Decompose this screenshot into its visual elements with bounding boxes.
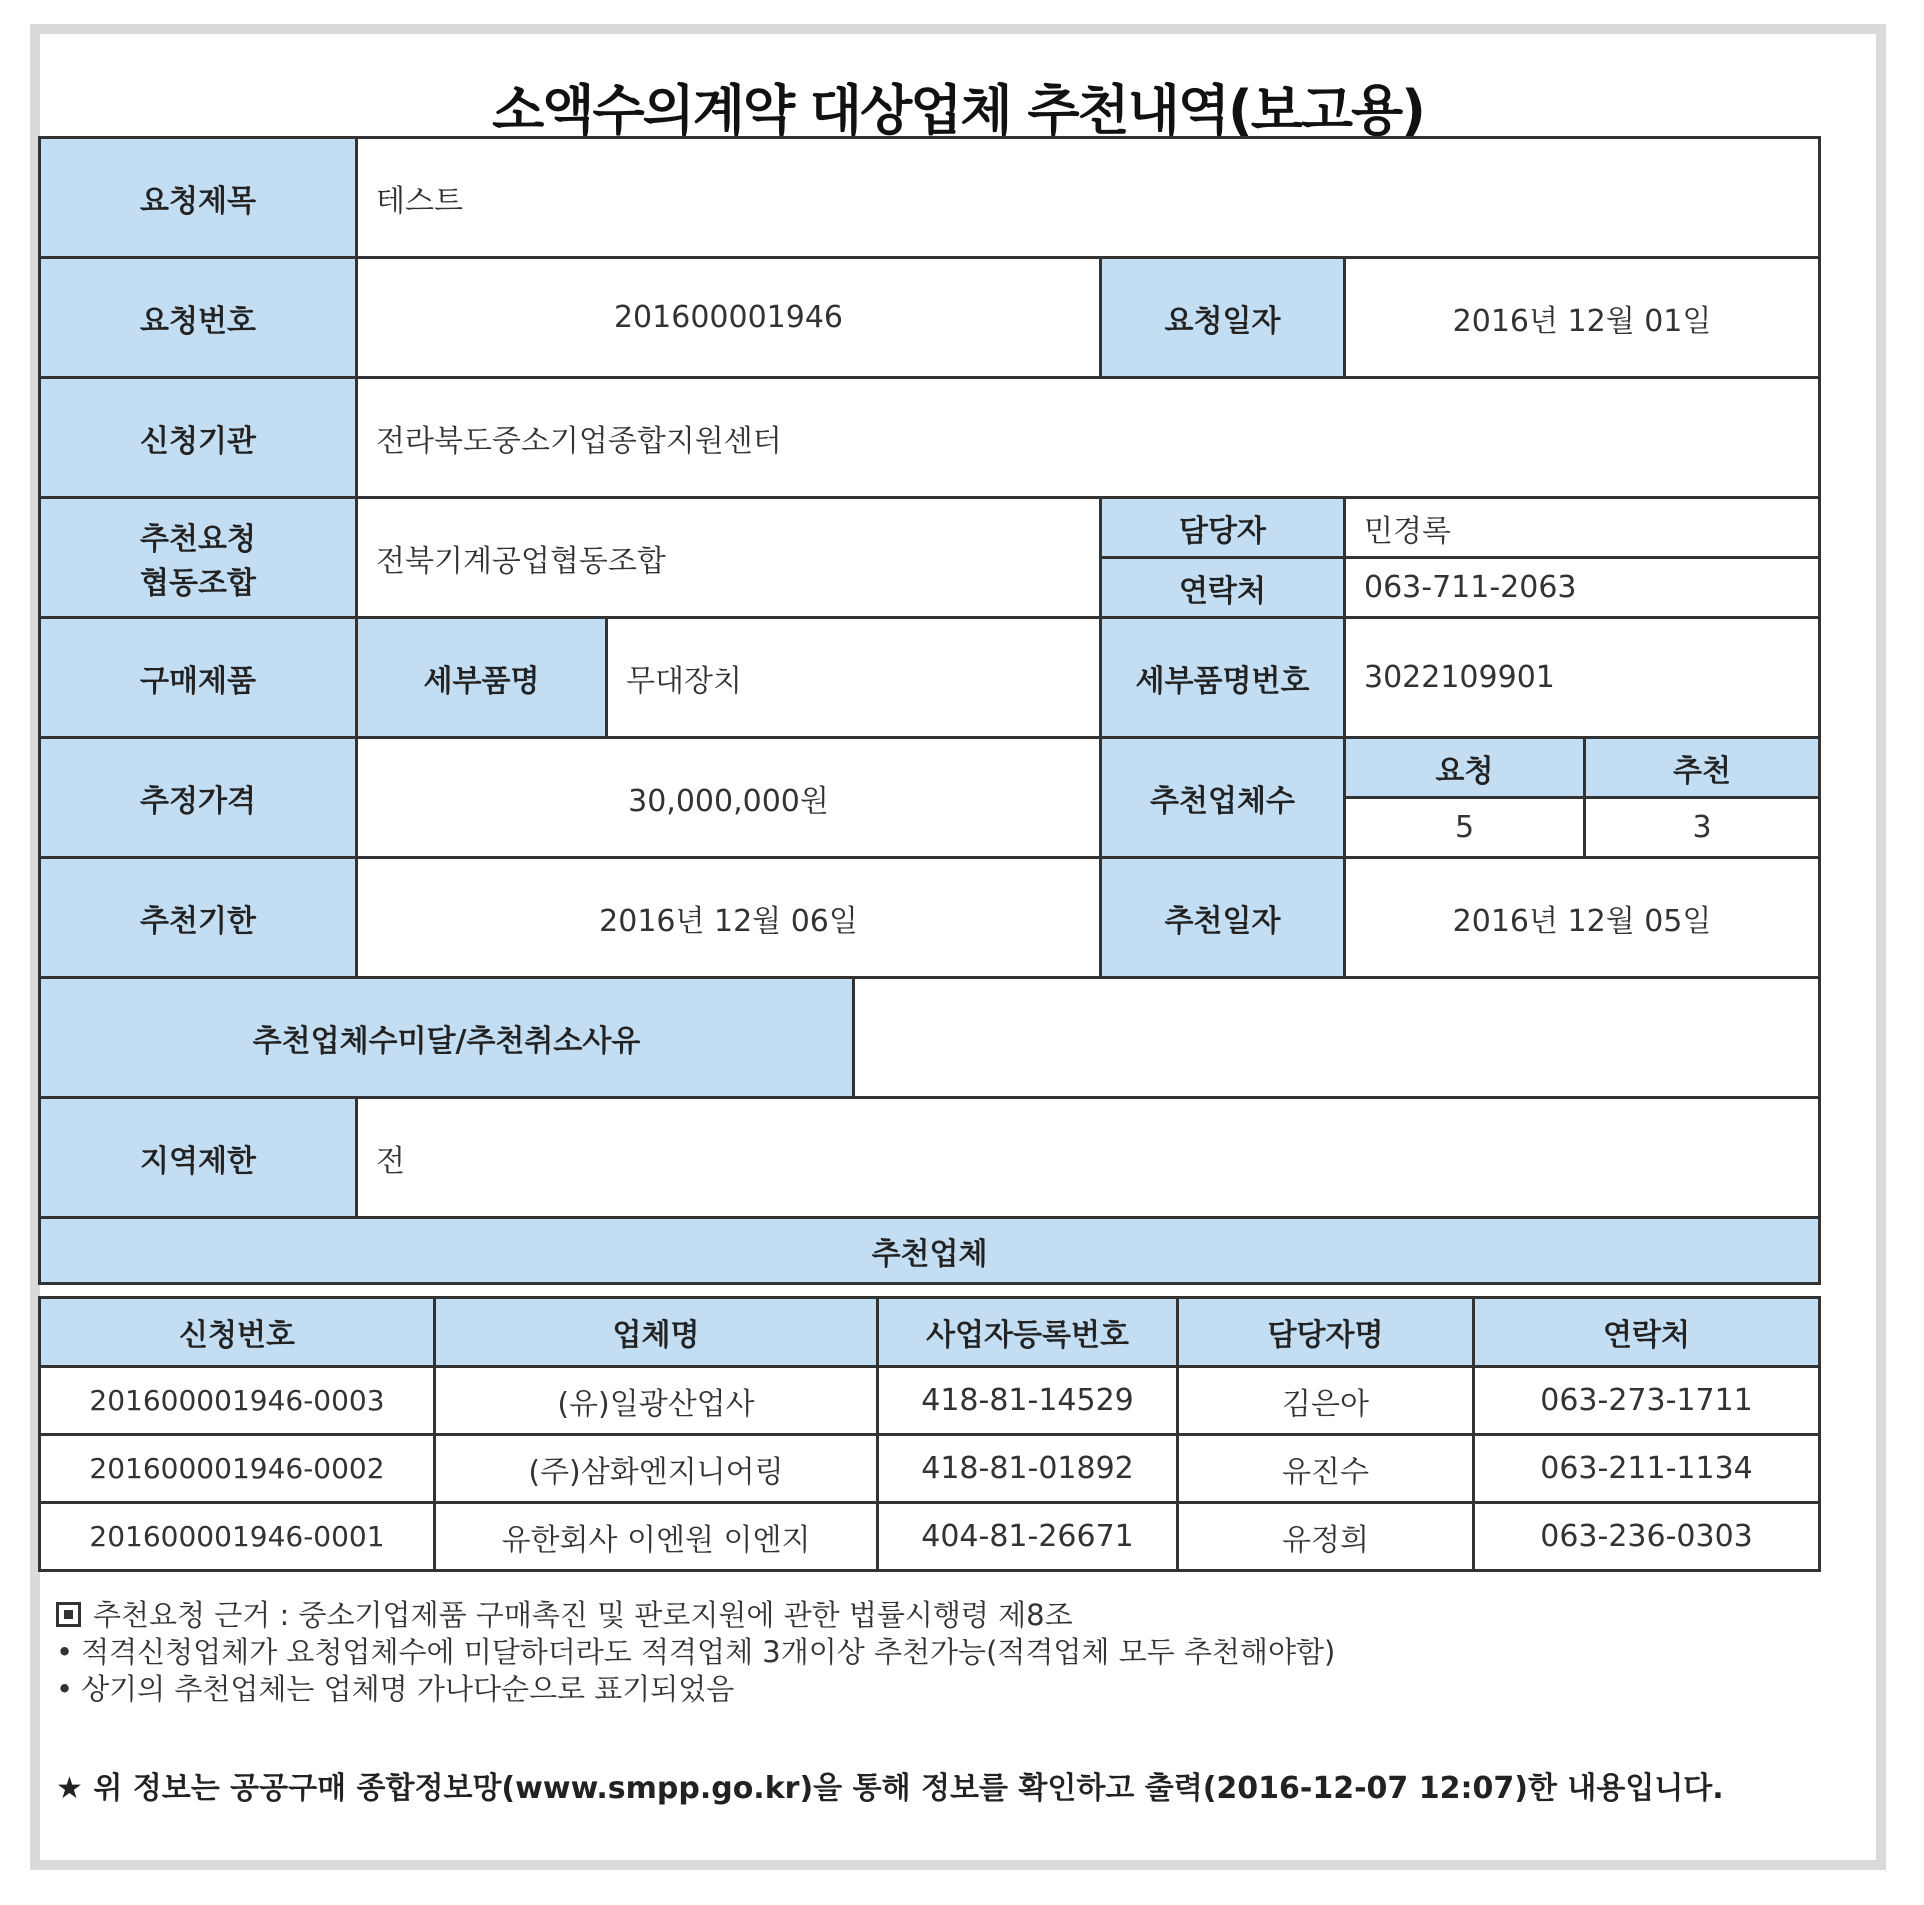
cell-business-reg-no: 418-81-14529 bbox=[878, 1367, 1178, 1435]
cell-manager-name: 유진수 bbox=[1178, 1435, 1474, 1503]
row-request-no bbox=[40, 258, 1820, 378]
recommend-date-value: 2016년 12월 05일 bbox=[1345, 858, 1820, 978]
agency-value: 전라북도중소기업종합지원센터 bbox=[357, 378, 1820, 498]
row-region bbox=[40, 1098, 1820, 1218]
price-value: 30,000,000원 bbox=[357, 738, 1101, 858]
manager-value: 민경록 bbox=[1345, 498, 1820, 558]
request-date-value: 2016년 12월 01일 bbox=[1345, 258, 1820, 378]
union-label-line-1: 추천요청 bbox=[140, 521, 256, 557]
price-label: 추정가격 bbox=[40, 738, 357, 858]
table-row bbox=[40, 1435, 1820, 1503]
detail-no-value: 3022109901 bbox=[1345, 618, 1820, 738]
union-value: 전북기계공업협동조합 bbox=[357, 498, 1101, 618]
row-agency bbox=[40, 378, 1820, 498]
note-bullet-1-text: 적격신청업체가 요청업체수에 미달하더라도 적격업체 3개이상 추천가능(적격업체 모두 추천해야함) bbox=[81, 1635, 1336, 1669]
row-union-manager bbox=[40, 498, 1820, 558]
notes-section bbox=[56, 1597, 1816, 1708]
note-bullet-2 bbox=[56, 1671, 1816, 1708]
cell-contact: 063-273-1711 bbox=[1474, 1367, 1820, 1435]
reason-value bbox=[854, 978, 1820, 1098]
row-price bbox=[40, 738, 1820, 798]
region-label: 지역제한 bbox=[40, 1098, 357, 1218]
cell-manager-name: 유정희 bbox=[1178, 1503, 1474, 1571]
table-row bbox=[40, 1503, 1820, 1571]
col-header-business-reg-no: 사업자등록번호 bbox=[878, 1298, 1178, 1367]
companies-header-row bbox=[40, 1298, 1820, 1367]
row-request-title bbox=[40, 138, 1820, 258]
deadline-label: 추천기한 bbox=[40, 858, 357, 978]
contact-value: 063-711-2063 bbox=[1345, 558, 1820, 618]
note-bullet-1 bbox=[56, 1634, 1816, 1671]
table-row bbox=[40, 1367, 1820, 1435]
reason-label: 추천업체수미달/추천취소사유 bbox=[40, 978, 854, 1098]
agency-label: 신청기관 bbox=[40, 378, 357, 498]
detail-name-label: 세부품명 bbox=[357, 618, 607, 738]
row-reason bbox=[40, 978, 1820, 1098]
square-dot-icon bbox=[56, 1602, 81, 1627]
note-basis bbox=[56, 1597, 1816, 1634]
count-label: 추천업체수 bbox=[1101, 738, 1345, 858]
cell-contact: 063-211-1134 bbox=[1474, 1435, 1820, 1503]
cell-company-name: (주)삼화엔지니어링 bbox=[435, 1435, 878, 1503]
union-label bbox=[40, 498, 357, 618]
count-request-value: 5 bbox=[1345, 798, 1585, 858]
detail-no-label: 세부품명번호 bbox=[1101, 618, 1345, 738]
deadline-value: 2016년 12월 06일 bbox=[357, 858, 1101, 978]
count-recommend-label: 추천 bbox=[1585, 738, 1820, 798]
document-title: 소액수의계약 대상업체 추천내역(보고용) bbox=[492, 79, 1424, 142]
bullet-icon: • bbox=[56, 1635, 74, 1669]
footer-note bbox=[56, 1768, 1816, 1810]
manager-label: 담당자 bbox=[1101, 498, 1345, 558]
cell-application-no: 201600001946-0001 bbox=[40, 1503, 435, 1571]
region-value: 전 bbox=[357, 1098, 1820, 1218]
detail-name-value: 무대장치 bbox=[607, 618, 1101, 738]
star-icon: ★ bbox=[56, 1771, 83, 1806]
col-header-contact: 연락처 bbox=[1474, 1298, 1820, 1367]
cell-application-no: 201600001946-0002 bbox=[40, 1435, 435, 1503]
cell-company-name: (유)일광산업사 bbox=[435, 1367, 878, 1435]
product-label: 구매제품 bbox=[40, 618, 357, 738]
row-deadline bbox=[40, 858, 1820, 978]
note-bullet-2-text: 상기의 추천업체는 업체명 가나다순으로 표기되었음 bbox=[81, 1672, 735, 1706]
companies-table bbox=[38, 1296, 1821, 1572]
footer-text: 위 정보는 공공구매 종합정보망(www.smpp.go.kr)을 통해 정보를 확인하고 출력(2016-12-07 12:07)한 내용입니다. bbox=[93, 1771, 1724, 1806]
request-title-label: 요청제목 bbox=[40, 138, 357, 258]
companies-section-title: 추천업체 bbox=[40, 1218, 1820, 1284]
contact-label: 연락처 bbox=[1101, 558, 1345, 618]
col-header-company-name: 업체명 bbox=[435, 1298, 878, 1367]
row-product bbox=[40, 618, 1820, 738]
col-header-manager-name: 담당자명 bbox=[1178, 1298, 1474, 1367]
recommend-date-label: 추천일자 bbox=[1101, 858, 1345, 978]
row-companies-title bbox=[40, 1218, 1820, 1284]
cell-contact: 063-236-0303 bbox=[1474, 1503, 1820, 1571]
request-title-value: 테스트 bbox=[357, 138, 1820, 258]
recommendation-form bbox=[38, 136, 1821, 1285]
col-header-application-no: 신청번호 bbox=[40, 1298, 435, 1367]
union-label-line-2: 협동조합 bbox=[140, 565, 256, 601]
count-request-label: 요청 bbox=[1345, 738, 1585, 798]
count-recommend-value: 3 bbox=[1585, 798, 1820, 858]
cell-application-no: 201600001946-0003 bbox=[40, 1367, 435, 1435]
cell-company-name: 유한회사 이엔원 이엔지 bbox=[435, 1503, 878, 1571]
request-date-label: 요청일자 bbox=[1101, 258, 1345, 378]
note-basis-text: 추천요청 근거 : 중소기업제품 구매촉진 및 판로지원에 관한 법률시행령 제8조 bbox=[93, 1598, 1073, 1632]
cell-business-reg-no: 404-81-26671 bbox=[878, 1503, 1178, 1571]
bullet-icon: • bbox=[56, 1672, 74, 1706]
cell-business-reg-no: 418-81-01892 bbox=[878, 1435, 1178, 1503]
request-no-label: 요청번호 bbox=[40, 258, 357, 378]
cell-manager-name: 김은아 bbox=[1178, 1367, 1474, 1435]
request-no-value: 201600001946 bbox=[357, 258, 1101, 378]
